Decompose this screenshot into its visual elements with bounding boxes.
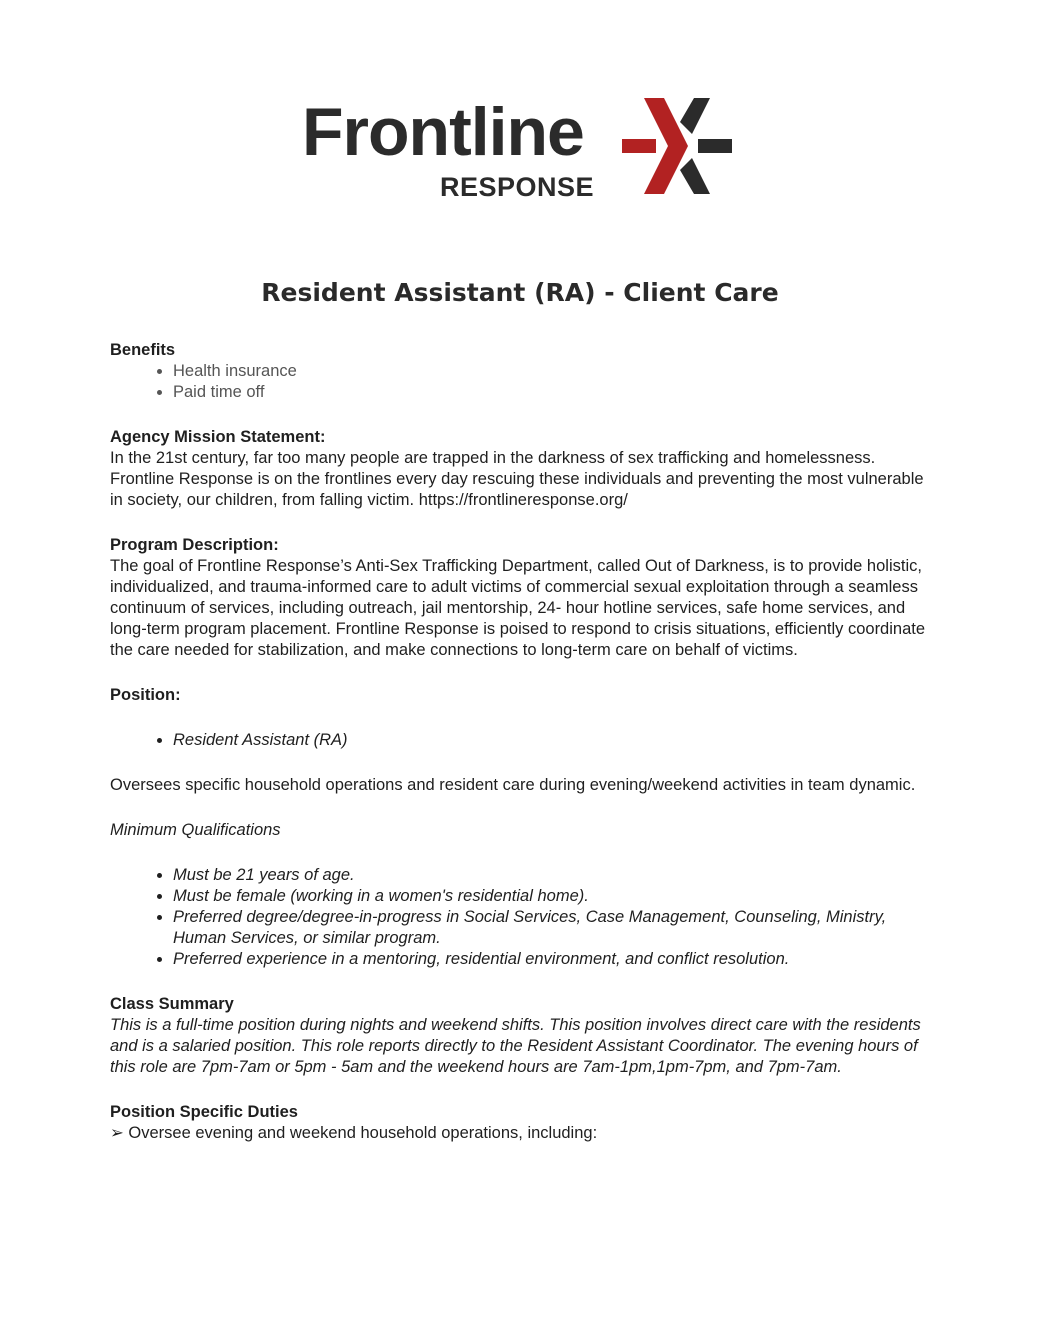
position-list — [110, 730, 930, 751]
program-text: The goal of Frontline Response’s Anti-Sex Trafficking Department, called Out of Darkness, is to provide holistic, individualized, and trauma-informed care to adult victims of commercial sexual exploitation through a seamless continuum of services, including outreach, jail mentorship, 24- hour hotline services, safe home services, and long-term program placement. Frontline Response is poised to respond to crisis situations, efficiently coordinate the care needed for stabilization, and make connections to long-term care on behalf of victims. — [110, 557, 926, 659]
class-summary-text: This is a full-time position during nights and weekend shifts. This position involves direct care with the residents and is a salaried position. This role reports directly to the Resident Assistant Coordinator. The evening hours of this role are 7pm-7am or 5pm - 5am and the weekend hours are 7am-1pm,1pm-7pm, and 7pm-7am. — [110, 1016, 921, 1076]
mission-text: In the 21st century, far too many people are trapped in the darkness of sex trafficking and homelessness. Frontline Response is on the frontlines every day rescuing these individuals and preventing the most vulnerable in society, our children, from falling victim. https://frontlineresponse.org/ — [110, 449, 924, 509]
program-heading: Program Description: — [110, 536, 279, 554]
qualifications-heading: Minimum Qualifications — [110, 821, 281, 839]
duties-heading: Position Specific Duties — [110, 1103, 298, 1121]
list-item: • Must be female (working in a women's residential home). — [173, 886, 930, 907]
list-item: • Preferred experience in a mentoring, residential environment, and conflict resolution. — [173, 949, 930, 970]
logo-wordmark: Frontline — [302, 94, 584, 170]
logo-dark-bar — [698, 139, 732, 153]
benefits-heading: Benefits — [110, 341, 176, 359]
list-item: • Paid time off — [173, 382, 930, 403]
frontline-response-logo — [300, 92, 740, 204]
logo-subtitle: RESPONSE — [440, 172, 595, 202]
list-item: • Resident Assistant (RA) — [173, 730, 930, 751]
qualifications-list — [110, 865, 930, 970]
logo-dark-top-arm — [680, 98, 710, 134]
list-item: • Must be 21 years of age. — [173, 865, 930, 886]
mission-heading: Agency Mission Statement: — [110, 428, 326, 446]
logo-red-bar — [622, 139, 656, 153]
position-summary: Oversees specific household operations and resident care during evening/weekend activities in team dynamic. — [110, 776, 916, 794]
logo-chevron-icon — [622, 96, 732, 196]
page-title: Resident Assistant (RA) - Client Care — [261, 278, 779, 307]
logo-dark-bottom-arm — [680, 158, 710, 194]
list-item: • Health insurance — [173, 361, 930, 382]
list-item: • Preferred degree/degree-in-progress in Social Services, Case Management, Counseling, Ministry, Human Services, or similar program. — [173, 907, 930, 949]
class-summary-heading: Class Summary — [110, 995, 234, 1013]
document-body — [110, 340, 930, 1144]
benefits-list — [110, 361, 930, 403]
duties-first-item: ➢ Oversee evening and weekend household operations, including: — [110, 1124, 598, 1142]
position-heading: Position: — [110, 686, 181, 704]
